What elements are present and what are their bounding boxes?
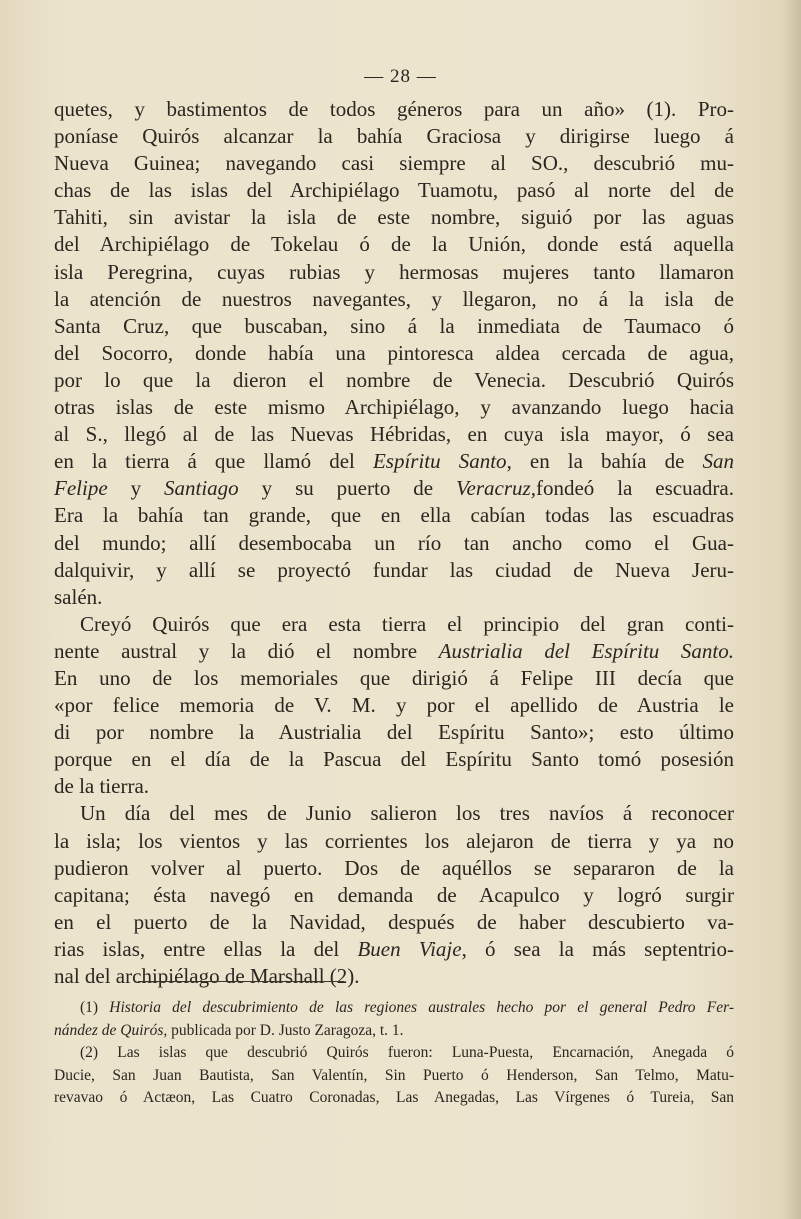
text-line: en el puerto de la Navidad, después de haber descubierto va-: [54, 909, 734, 934]
text-line: por lo que la dieron el nombre de Venecia. Descubrió Quirós: [54, 367, 734, 392]
text-line: [54, 638, 734, 665]
text-line: [54, 936, 734, 963]
footnote-line: [54, 1020, 734, 1043]
text-line: chas de las islas del Archipiélago Tuamotu, pasó al norte del de: [54, 178, 734, 203]
italic-run: nández de Quirós,: [54, 1021, 168, 1039]
text-line: del mundo; allí desembocaba un río tan ancho como el Gua-: [54, 530, 734, 555]
text-line: Creyó Quirós que era esta tierra el principio del gran conti-: [80, 611, 734, 636]
footnote-line: Ducie, San Juan Bautista, San Valentín, Sin Puerto ó Henderson, San Telmo, Matu-: [54, 1066, 734, 1084]
text-line: quetes, y bastimentos de todos géneros para un año» (1). Pro-: [54, 97, 734, 121]
footnotes: [54, 997, 734, 1110]
text-line: de la tierra.: [54, 774, 150, 799]
italic-run: Buen Viaje: [357, 936, 462, 961]
text-run: y: [107, 476, 165, 501]
text-run: , en la bahía de: [506, 449, 703, 474]
italic-run: Felipe: [54, 476, 108, 501]
italic-run: Santiago: [164, 476, 239, 501]
text-line: salén.: [54, 584, 103, 609]
main-text: [54, 96, 734, 990]
text-line: pudieron volver al puerto. Dos de aquéllos se separaron de la: [54, 855, 734, 880]
footnote-separator: [138, 981, 344, 982]
text-line: isla Peregrina, cuyas rubias y hermosas mujeres tanto llamaron: [54, 259, 734, 284]
page-number: — 28 —: [364, 66, 437, 87]
text-run: publicada por D. Justo Zaragoza, t. 1.: [167, 1021, 404, 1039]
text-line: dalquivir, y allí se proyectó fundar las ciudad de Nueva Jeru-: [54, 557, 734, 582]
italic-run: Austrialia del Espíritu Santo.: [438, 638, 734, 663]
italic-run: Espíritu Santo: [372, 449, 507, 474]
footnote-line: revavao ó Actæon, Las Cuatro Coronadas, Las Anegadas, Las Vírgenes ó Tureia, San: [54, 1089, 734, 1106]
text-line: poníase Quirós alcanzar la bahía Graciosa y dirigirse luego á: [54, 124, 734, 149]
text-run: rias islas, entre ellas la del: [54, 936, 358, 961]
text-line: [54, 475, 734, 502]
text-line: del Socorro, donde había una pintoresca aldea cercada de agua,: [54, 340, 734, 365]
page-edge-shadow: [783, 0, 801, 1219]
text-line: la atención de nuestros navegantes, y llegaron, no á la isla de: [54, 286, 734, 311]
italic-run: San: [702, 449, 734, 474]
text-run: , ó sea la más septentrio-: [461, 936, 734, 961]
text-line: Un día del mes de Junio salieron los tres navíos á reconocer: [80, 801, 734, 826]
text-line: capitana; ésta navegó en demanda de Acapulco y logró surgir: [54, 882, 734, 907]
text-line: di por nombre la Austrialia del Espíritu Santo»; esto último: [54, 720, 734, 745]
text-line: Era la bahía tan grande, que en ella cabían todas las escuadras: [54, 503, 734, 528]
text-line: nal del archipiélago de Marshall (2).: [54, 964, 360, 988]
text-line: Nueva Guinea; navegando casi siempre al SO., descubrió mu-: [54, 151, 734, 176]
text-line: «por felice memoria de V. M. y por el apellido de Austria le: [54, 693, 734, 718]
text-run: nente austral y la dió el nombre: [54, 638, 439, 663]
footnote-line: [54, 997, 734, 1020]
text-run: en la tierra á que llamó del: [54, 449, 373, 474]
text-run: fondeó la escuadra.: [535, 476, 734, 501]
text-run: y su puerto de: [238, 476, 457, 501]
text-line: En uno de los memoriales que dirigió á Felipe III decía que: [54, 665, 734, 690]
italic-run: Veracruz,: [456, 476, 536, 501]
text-line: del Archipiélago de Tokelau ó de la Unión, donde está aquella: [54, 232, 734, 257]
footnote-number: (1): [80, 999, 110, 1016]
italic-run: Historia del descubrimiento de las regiones australes hecho por el general Pedro Fer-: [109, 999, 734, 1016]
text-line: al S., llegó al de las Nuevas Hébridas, en cuya isla mayor, ó sea: [54, 422, 734, 447]
text-line: Tahiti, sin avistar la isla de este nombre, siguió por las aguas: [54, 205, 734, 230]
text-line: Santa Cruz, que buscaban, sino á la inmediata de Taumaco ó: [54, 313, 734, 338]
footnote-line: (2) Las islas que descubrió Quirós fueron: Luna-Puesta, Encarnación, Anegada ó: [80, 1044, 734, 1061]
text-line: la isla; los vientos y las corrientes los alejaron de tierra y ya no: [54, 828, 734, 853]
text-line: [54, 448, 734, 475]
text-line: porque en el día de la Pascua del Espíritu Santo tomó posesión: [54, 747, 734, 772]
text-line: otras islas de este mismo Archipiélago, y avanzando luego hacia: [54, 395, 734, 420]
